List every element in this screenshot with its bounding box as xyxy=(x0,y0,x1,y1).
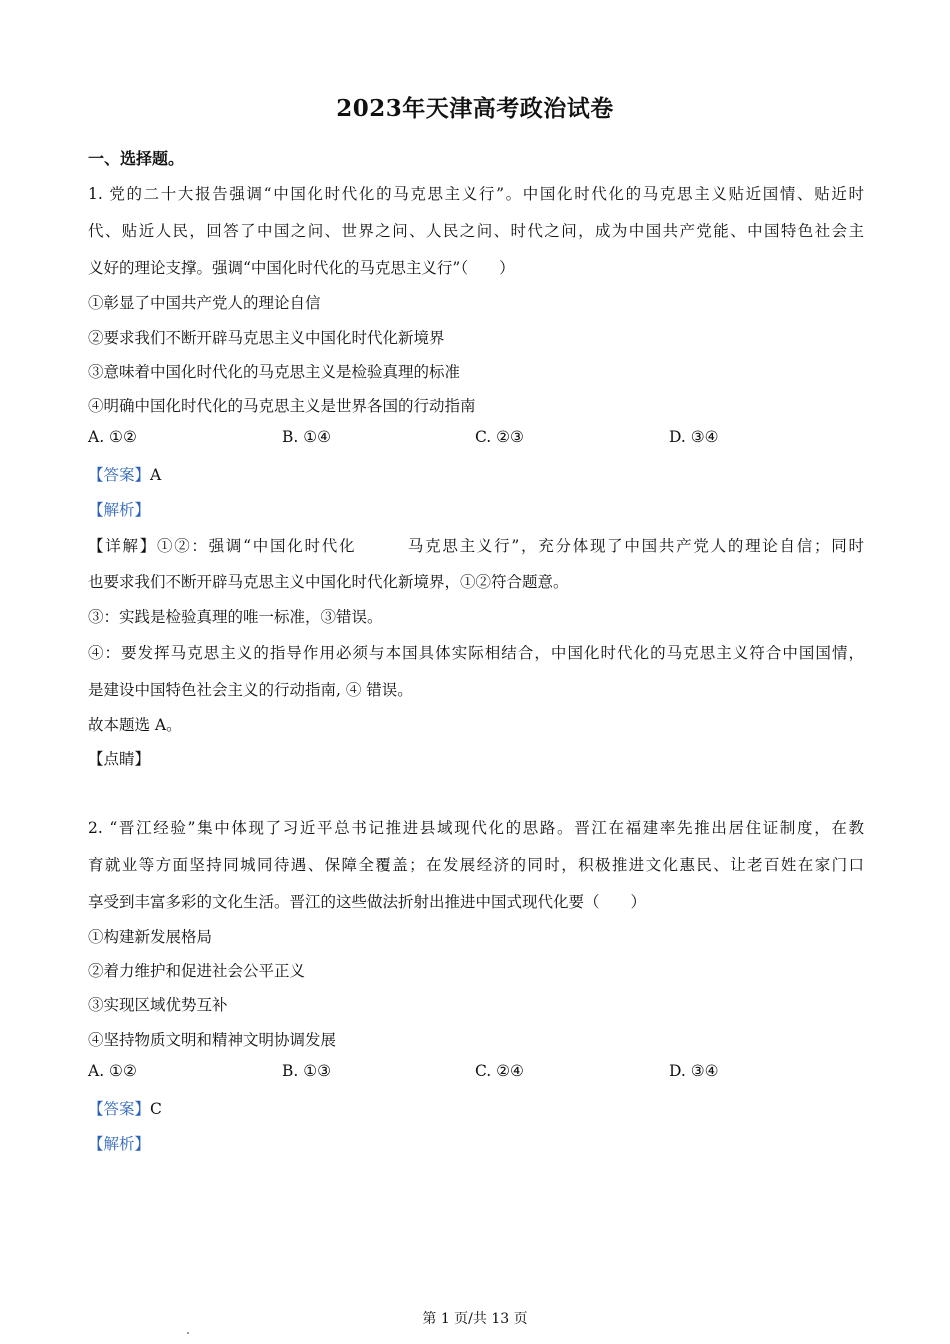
detail-text: ①②：强调“中国化时代化 马克思主义行”，充分体现了中国共产党人的理论自信；同时 xyxy=(156,537,864,555)
q1-stem-line: 1. 党的二十大报告强调“中国化时代化的马克思主义行”。中国化时代化的马克思主义贴近国情、贴近时 xyxy=(88,185,864,203)
q2-item: ③实现区域优势互补 xyxy=(88,996,228,1014)
analysis-label: 【解析】 xyxy=(88,501,151,519)
q1-detail-line: 故本题选 A。 xyxy=(88,716,182,734)
answer-label: 【答案】 xyxy=(88,1100,151,1118)
q2-option-d: D. ③④ xyxy=(669,1062,719,1080)
q1-detail-line xyxy=(88,534,864,556)
page-title: 2023年天津高考政治试卷 xyxy=(336,95,614,122)
analysis-label: 【解析】 xyxy=(88,1135,151,1153)
q1-options xyxy=(88,428,868,450)
q1-item: ②要求我们不断开辟马克思主义中国化时代化新境界 xyxy=(88,329,445,347)
q1-item: ④明确中国化时代化的马克思主义是世界各国的行动指南 xyxy=(88,397,476,415)
q1-option-b: B. ①④ xyxy=(282,428,332,446)
q2-answer xyxy=(88,1097,162,1119)
q1-detail-line: ③：实践是检验真理的唯一标准，③错误。 xyxy=(88,608,383,626)
q2-option-c: C. ②④ xyxy=(475,1062,524,1080)
q1-stem-line: 代、贴近人民，回答了中国之问、世界之问、人民之问、时代之问，成为中国共产党能、中国特色社会主 xyxy=(88,222,864,240)
q2-item: ②着力维护和促进社会公平正义 xyxy=(88,962,306,980)
q1-item: ①彰显了中国共产党人的理论自信 xyxy=(88,294,321,312)
q1-detail-line: ④：要发挥马克思主义的指导作用必须与本国具体实际相结合，中国化时代化的马克思主义符合中国国情， xyxy=(88,644,864,662)
answer-value: A xyxy=(150,466,162,484)
q1-option-d: D. ③④ xyxy=(669,428,719,446)
section-heading: 一、选择题。 xyxy=(88,149,185,168)
q2-item: ④坚持物质文明和精神文明协调发展 xyxy=(88,1031,337,1049)
q1-analysis xyxy=(88,498,150,520)
q1-detail-line: 是建设中国特色社会主义的行动指南, ④ 错误。 xyxy=(88,681,413,699)
point-label: 【点睛】 xyxy=(88,750,151,768)
q1-option-a: A. ①② xyxy=(88,428,137,446)
q1-detail-line: 也要求我们不断开辟马克思主义中国化时代化新境界，①②符合题意。 xyxy=(88,573,569,591)
speck xyxy=(187,1332,189,1334)
detail-label: 【详解】 xyxy=(88,537,157,555)
q2-analysis xyxy=(88,1132,150,1154)
q2-stem-line: 2. “晋江经验”集中体现了习近平总书记推进县域现代化的思路。晋江在福建率先推出居住证制度，在教 xyxy=(88,819,864,837)
answer-label: 【答案】 xyxy=(88,466,151,484)
q2-stem-line: 享受到丰富多彩的文化生活。晋江的这些做法折射出推进中国式现代化要（ ） xyxy=(88,893,647,911)
q1-stem-line: 义好的理论支撑。强调“中国化时代化的马克思主义行”（ ） xyxy=(88,259,515,277)
q2-option-a: A. ①② xyxy=(88,1062,137,1080)
page-footer: 第 1 页/共 13 页 xyxy=(422,1311,528,1327)
q2-stem-line: 育就业等方面坚持同城同待遇、保障全覆盖；在发展经济的同时，积极推进文化惠民、让老百姓在家门口 xyxy=(88,856,864,874)
q2-item: ①构建新发展格局 xyxy=(88,928,213,946)
q2-option-b: B. ①③ xyxy=(282,1062,332,1080)
q1-item: ③意味着中国化时代化的马克思主义是检验真理的标准 xyxy=(88,363,461,381)
q2-options xyxy=(88,1062,868,1084)
answer-value: C xyxy=(150,1100,162,1118)
q1-point xyxy=(88,747,150,769)
q1-option-c: C. ②③ xyxy=(475,428,524,446)
q1-answer xyxy=(88,463,161,485)
